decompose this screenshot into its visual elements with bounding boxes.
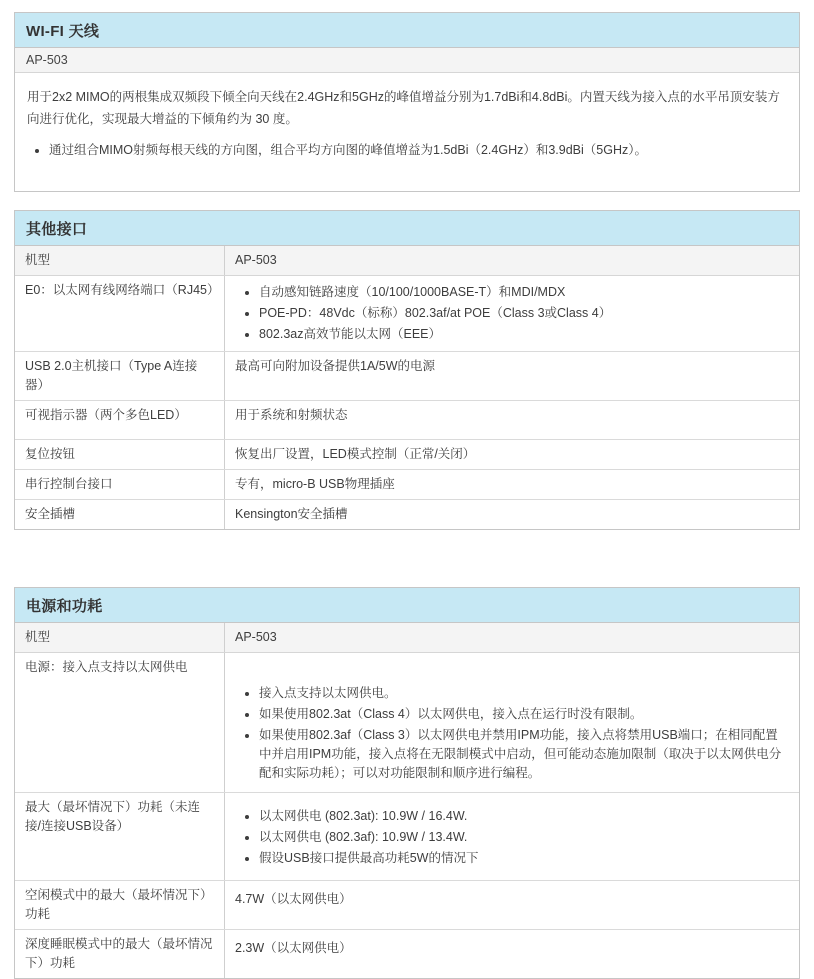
spec-label-cell: 复位按钮: [15, 440, 225, 469]
table-row-reset-button: [15, 440, 799, 470]
table-row-deep-sleep-power: [15, 930, 799, 978]
spec-value-cell: 恢复出厂设置，LED模式控制（正常/关闭）: [235, 447, 476, 461]
spec-value-cell: 最高可向附加设备提供1A/5W的电源: [235, 359, 436, 373]
spec-value-cell: 4.7W（以太网供电）: [235, 892, 352, 906]
model-value-cell: AP-503: [235, 253, 277, 267]
section-title: 电源和功耗: [15, 588, 799, 623]
antenna-description: [15, 73, 799, 191]
model-label-cell: 机型: [15, 623, 225, 652]
table-header-row: [15, 246, 799, 276]
section-wifi-antenna: [14, 12, 800, 192]
table-row-indicators: [15, 401, 799, 440]
model-strip: AP-503: [15, 48, 799, 73]
bullet-list: [235, 807, 789, 868]
spec-label-cell: 可视指示器（两个多色LED）: [15, 401, 225, 439]
table-row-ethernet-port: [15, 276, 799, 352]
section-power-consumption: [14, 587, 800, 979]
table-row-idle-power: [15, 881, 799, 930]
bullet-item: • 如果使用802.3af（Class 3）以太网供电并禁用IPM功能，接入点将禁用USB端口；在相同配置中并启用IPM功能，接入点将在无限制模式中启动，但可能动态施加限制（取决于以太网供电分配和实际功耗）；可以对功能限制和顺序进行编程。: [259, 726, 789, 783]
bullet-item: • 假设USB接口提供最高功耗5W的情况下: [259, 849, 789, 868]
bullet-item: • POE-PD：48Vdc（标称）802.3af/at POE（Class 3或Class 4）: [259, 304, 789, 323]
spec-value-cell: 用于系统和射频状态: [235, 408, 348, 422]
table-row-usb: [15, 352, 799, 401]
table-row-max-power: [15, 793, 799, 881]
spec-value-cell: 专有，micro-B USB物理插座: [235, 477, 395, 491]
bullet-item: • 以太网供电 (802.3af): 10.9W / 13.4W.: [259, 828, 789, 847]
spec-label-cell: E0：以太网有线网络端口（RJ45）: [15, 276, 225, 351]
bullet-item: • 802.3az高效节能以太网（EEE）: [259, 325, 789, 344]
spec-value-cell: [225, 276, 799, 351]
section-other-interfaces: [14, 210, 800, 530]
bullet-item: • 自动感知链路速度（10/100/1000BASE-T）和MDI/MDX: [259, 283, 789, 302]
bullet-item: • 通过组合MIMO射频每根天线的方向图，组合平均方向图的峰值增益为1.5dBi（2.4GHz）和3.9dBi（5GHz）。: [49, 139, 787, 161]
table-header-row: [15, 623, 799, 653]
table-row-serial-console: [15, 470, 799, 500]
section-title: 其他接口: [15, 211, 799, 246]
bullet-list: [27, 139, 787, 161]
antenna-paragraph: 用于2x2 MIMO的两根集成双频段下倾全向天线在2.4GHz和5GHz的峰值增益分别为1.7dBi和4.8dBi。内置天线为接入点的水平吊顶安装方向进行优化，实现最大增益的下倾角约为 30 度。: [27, 90, 780, 126]
spec-value-cell: 2.3W（以太网供电）: [235, 941, 352, 955]
bullet-item: • 接入点支持以太网供电。: [259, 684, 789, 703]
spec-label-cell: 串行控制台接口: [15, 470, 225, 499]
spec-label-cell: USB 2.0主机接口（Type A连接器）: [15, 352, 225, 400]
bullet-item: • 以太网供电 (802.3at): 10.9W / 16.4W.: [259, 807, 789, 826]
spec-label-cell: 电源：接入点支持以太网供电: [15, 653, 225, 792]
model-label-cell: 机型: [15, 246, 225, 275]
spec-label-cell: 深度睡眠模式中的最大（最坏情况下）功耗: [15, 930, 225, 978]
bullet-list: [235, 283, 789, 344]
bullet-list: [235, 684, 789, 783]
bullet-item: • 如果使用802.3at（Class 4）以太网供电，接入点在运行时没有限制。: [259, 705, 789, 724]
table-row-power-source: [15, 653, 799, 793]
section-title: WI-FI 天线: [15, 13, 799, 48]
spec-value-cell: [225, 793, 799, 880]
model-value-cell: AP-503: [235, 630, 277, 644]
spec-label-cell: 空闲模式中的最大（最坏情况下）功耗: [15, 881, 225, 929]
spec-label-cell: 安全插槽: [15, 500, 225, 529]
spec-value-cell: [225, 653, 799, 792]
spec-label-cell: 最大（最坏情况下）功耗（未连接/连接USB设备）: [15, 793, 225, 880]
table-row-security-slot: [15, 500, 799, 529]
spec-value-cell: Kensington安全插槽: [235, 507, 348, 521]
